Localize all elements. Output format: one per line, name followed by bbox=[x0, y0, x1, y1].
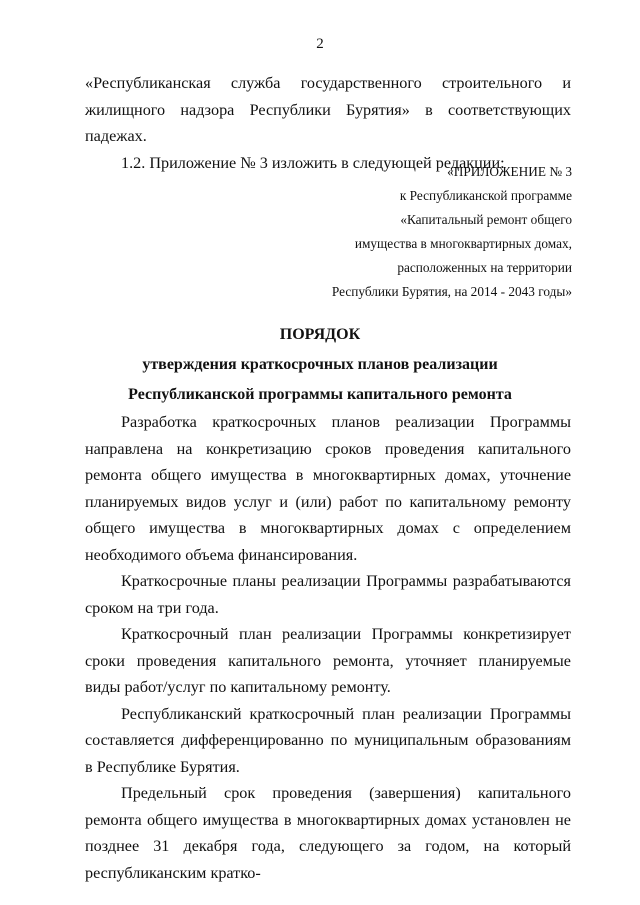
amendment-item: 1.2. Приложение № 3 изложить в следующей редакции: bbox=[121, 153, 505, 172]
annex-header bbox=[332, 160, 572, 304]
title-line-2: утверждения краткосрочных планов реализации bbox=[142, 356, 498, 373]
body-paragraph: Предельный срок проведения (завершения) капитального ремонта общего имущества в многоквартирных домах установлен не позднее 31 декабря года, следующего за годом, на который республиканским кратко- bbox=[85, 784, 571, 882]
title-line-3: Республиканской программы капитального ремонта bbox=[128, 386, 512, 403]
body-paragraph: Разработка краткосрочных планов реализации Программы направлена на конкретизацию сроков проведения капитального ремонта общего имущества в многоквартирных домах, уточнение планируемых видов услуг и (или) работ по капитальному ремонту общего имущества в многоквартирных домах с определением необходимого объема финансирования. bbox=[85, 413, 571, 564]
page-number: 2 bbox=[316, 36, 324, 52]
annex-line: расположенных на территории bbox=[397, 260, 572, 275]
title-line-1: ПОРЯДОК bbox=[279, 326, 361, 343]
body-paragraph: Республиканский краткосрочный план реализации Программы составляется дифференцированно по муниципальным образованиям в Республике Бурятия. bbox=[85, 704, 571, 776]
annex-line: имущества в многоквартирных домах, bbox=[354, 236, 572, 251]
annex-line: «ПРИЛОЖЕНИЕ № 3 bbox=[447, 164, 572, 179]
body-paragraph: Краткосрочный план реализации Программы конкретизирует сроки проведения капитального ремонта, уточняет планируемые виды работ/услуг по капитальному ремонту. bbox=[85, 625, 571, 696]
document-title bbox=[0, 320, 640, 410]
annex-line: «Капитальный ремонт общего bbox=[400, 212, 572, 227]
annex-line: Республики Бурятия, на 2014 - 2043 годы» bbox=[331, 284, 572, 299]
intro-paragraph: «Республиканская служба государственного строительного и жилищного надзора Республики Бурятия» в соответствующих падежах. bbox=[85, 74, 571, 145]
annex-line: к Республиканской программе bbox=[399, 188, 572, 203]
body-text bbox=[85, 409, 571, 886]
body-paragraph: Краткосрочные планы реализации Программы разрабатываются сроком на три года. bbox=[85, 572, 571, 617]
